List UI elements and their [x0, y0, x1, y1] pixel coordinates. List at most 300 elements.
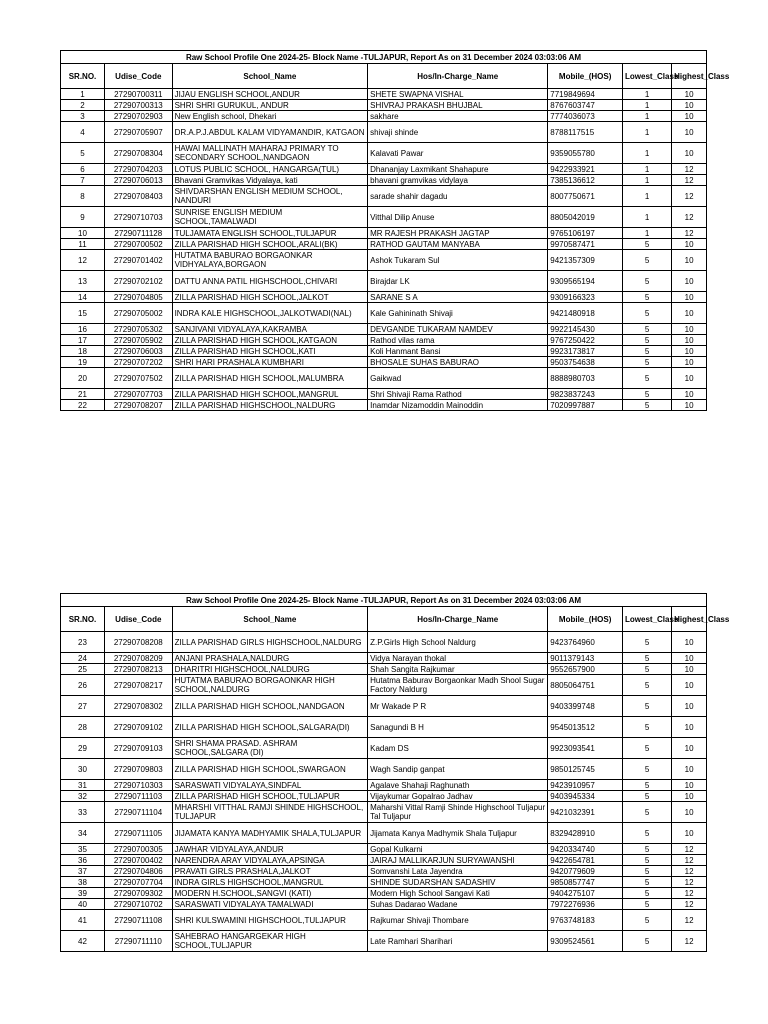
table-row	[61, 324, 707, 335]
table-row	[61, 791, 707, 802]
cell-school-name: ZILLA PARISHAD HIGH SCHOOL,NANDGAON	[172, 696, 368, 717]
cell-mobile: 9423910957	[548, 780, 623, 791]
cell-lowest-class: 5	[623, 368, 672, 389]
header-hos-name: Hos/In-Charge_Name	[368, 64, 548, 89]
cell-school-name: SHRI KULSWAMINI HIGHSCHOOL,TULJAPUR	[172, 910, 368, 931]
table-row	[61, 802, 707, 823]
cell-lowest-class: 1	[623, 186, 672, 207]
cell-mobile: 9422933921	[548, 164, 623, 175]
cell-hos-name: BHOSALE SUHAS BABURAO	[368, 357, 548, 368]
cell-highest-class: 10	[672, 89, 707, 100]
cell-udise-code: 27290704203	[105, 164, 173, 175]
table-row	[61, 899, 707, 910]
cell-lowest-class: 5	[623, 866, 672, 877]
cell-hos-name: MR RAJESH PRAKASH JAGTAP	[368, 228, 548, 239]
cell-highest-class: 12	[672, 186, 707, 207]
cell-mobile: 9765106197	[548, 228, 623, 239]
cell-school-name: SHIVDARSHAN ENGLISH MEDIUM SCHOOL, NANDURI	[172, 186, 368, 207]
cell-highest-class: 12	[672, 844, 707, 855]
cell-school-name: ZILLA PARISHAD HIGH SCHOOL,MALUMBRA	[172, 368, 368, 389]
cell-highest-class: 12	[672, 931, 707, 952]
cell-lowest-class: 5	[623, 877, 672, 888]
cell-lowest-class: 5	[623, 389, 672, 400]
cell-sr-no: 6	[61, 164, 105, 175]
cell-lowest-class: 5	[623, 791, 672, 802]
table-row	[61, 357, 707, 368]
cell-sr-no: 15	[61, 303, 105, 324]
cell-sr-no: 10	[61, 228, 105, 239]
table-row	[61, 823, 707, 844]
table-row	[61, 675, 707, 696]
cell-school-name: HUTATMA BABURAO BORGAONKAR HIGH SCHOOL,NALDURG	[172, 675, 368, 696]
cell-udise-code: 27290700313	[105, 100, 173, 111]
cell-hos-name: Gaikwad	[368, 368, 548, 389]
cell-hos-name: Inamdar Nizamoddin Mainoddin	[368, 400, 548, 411]
cell-hos-name: Modern High School Sangavi Kati	[368, 888, 548, 899]
cell-mobile: 8007750671	[548, 186, 623, 207]
cell-sr-no: 18	[61, 346, 105, 357]
report-title: Raw School Profile One 2024-25- Block Name -TULJAPUR, Report As on 31 December 2024 03:03:06 AM	[61, 594, 707, 607]
table-row	[61, 664, 707, 675]
cell-hos-name: Kalavati Pawar	[368, 143, 548, 164]
cell-sr-no: 16	[61, 324, 105, 335]
cell-sr-no: 22	[61, 400, 105, 411]
cell-hos-name: bhavani gramvikas vidylaya	[368, 175, 548, 186]
cell-lowest-class: 5	[623, 335, 672, 346]
cell-hos-name: Vijaykumar Gopalrao Jadhav	[368, 791, 548, 802]
cell-sr-no: 34	[61, 823, 105, 844]
cell-mobile: 9970587471	[548, 239, 623, 250]
cell-highest-class: 10	[672, 802, 707, 823]
cell-mobile: 9421480918	[548, 303, 623, 324]
cell-udise-code: 27290710303	[105, 780, 173, 791]
cell-highest-class: 10	[672, 292, 707, 303]
cell-school-name: JIJAMATA KANYA MADHYAMIK SHALA,TULJAPUR	[172, 823, 368, 844]
cell-sr-no: 8	[61, 186, 105, 207]
header-highest-class: Highest_Class	[672, 607, 707, 632]
cell-lowest-class: 5	[623, 239, 672, 250]
cell-udise-code: 27290706013	[105, 175, 173, 186]
cell-highest-class: 10	[672, 324, 707, 335]
cell-hos-name: Koli Hanmant Bansi	[368, 346, 548, 357]
cell-udise-code: 27290708209	[105, 653, 173, 664]
cell-hos-name: Agalave Shahaji Raghunath	[368, 780, 548, 791]
table-row	[61, 696, 707, 717]
header-mobile: Mobile_(HOS)	[548, 607, 623, 632]
cell-sr-no: 40	[61, 899, 105, 910]
table-row	[61, 844, 707, 855]
cell-mobile: 7774036073	[548, 111, 623, 122]
cell-mobile: 9423764960	[548, 632, 623, 653]
cell-lowest-class: 5	[623, 324, 672, 335]
cell-sr-no: 35	[61, 844, 105, 855]
cell-mobile: 9763748183	[548, 910, 623, 931]
table-row	[61, 292, 707, 303]
table-row	[61, 89, 707, 100]
cell-udise-code: 27290707202	[105, 357, 173, 368]
cell-udise-code: 27290711110	[105, 931, 173, 952]
cell-highest-class: 10	[672, 717, 707, 738]
cell-mobile: 8805064751	[548, 675, 623, 696]
cell-highest-class: 10	[672, 111, 707, 122]
cell-highest-class: 10	[672, 780, 707, 791]
cell-udise-code: 27290711105	[105, 823, 173, 844]
cell-sr-no: 3	[61, 111, 105, 122]
cell-lowest-class: 5	[623, 717, 672, 738]
cell-mobile: 7972276936	[548, 899, 623, 910]
cell-school-name: INDRA GIRLS HIGHSCHOOL,MANGRUL	[172, 877, 368, 888]
table-row	[61, 100, 707, 111]
table-row	[61, 239, 707, 250]
table-row	[61, 186, 707, 207]
table-row	[61, 400, 707, 411]
cell-hos-name: SHINDE SUDARSHAN SADASHIV	[368, 877, 548, 888]
cell-highest-class: 10	[672, 696, 707, 717]
cell-lowest-class: 1	[623, 207, 672, 228]
cell-mobile: 9545013512	[548, 717, 623, 738]
cell-sr-no: 29	[61, 738, 105, 759]
cell-udise-code: 27290702102	[105, 271, 173, 292]
cell-lowest-class: 5	[623, 855, 672, 866]
header-school-name: School_Name	[172, 607, 368, 632]
table-row	[61, 143, 707, 164]
table-row	[61, 780, 707, 791]
cell-mobile: 9403399748	[548, 696, 623, 717]
cell-mobile: 7020997887	[548, 400, 623, 411]
cell-udise-code: 27290705302	[105, 324, 173, 335]
table-row	[61, 368, 707, 389]
table-row	[61, 303, 707, 324]
cell-hos-name: SHIVRAJ PRAKASH BHUJBAL	[368, 100, 548, 111]
cell-mobile: 8329428910	[548, 823, 623, 844]
cell-hos-name: Vidya Narayan thokal	[368, 653, 548, 664]
cell-highest-class: 10	[672, 664, 707, 675]
cell-school-name: MODERN H.SCHOOL,SANGVI (KATI)	[172, 888, 368, 899]
cell-school-name: INDRA KALE HIGHSCHOOL,JALKOTWADI(NAL)	[172, 303, 368, 324]
cell-hos-name: Ashok Tukaram Sul	[368, 250, 548, 271]
cell-mobile: 9823837243	[548, 389, 623, 400]
cell-school-name: MHARSHI VITTHAL RAMJI SHINDE HIGHSCHOOL, TULJAPUR	[172, 802, 368, 823]
cell-highest-class: 10	[672, 823, 707, 844]
cell-lowest-class: 5	[623, 400, 672, 411]
cell-school-name: ZILLA PARISHAD HIGH SCHOOL,SWARGAON	[172, 759, 368, 780]
cell-udise-code: 27290710702	[105, 899, 173, 910]
cell-sr-no: 41	[61, 910, 105, 931]
cell-highest-class: 10	[672, 346, 707, 357]
cell-udise-code: 27290708403	[105, 186, 173, 207]
cell-lowest-class: 5	[623, 664, 672, 675]
cell-school-name: Bhavani Gramvikas Vidyalaya, kati	[172, 175, 368, 186]
cell-udise-code: 27290709102	[105, 717, 173, 738]
cell-hos-name: SHETE SWAPNA VISHAL	[368, 89, 548, 100]
cell-hos-name: JAIRAJ MALLIKARJUN SURYAWANSHI	[368, 855, 548, 866]
table-body	[61, 632, 707, 952]
cell-lowest-class: 1	[623, 143, 672, 164]
cell-udise-code: 27290706003	[105, 346, 173, 357]
cell-lowest-class: 5	[623, 780, 672, 791]
cell-school-name: JAWHAR VIDYALAYA,ANDUR	[172, 844, 368, 855]
school-table	[60, 593, 730, 952]
header-mobile: Mobile_(HOS)	[548, 64, 623, 89]
cell-udise-code: 27290700311	[105, 89, 173, 100]
cell-mobile: 9552657900	[548, 664, 623, 675]
cell-sr-no: 37	[61, 866, 105, 877]
cell-highest-class: 12	[672, 877, 707, 888]
cell-sr-no: 5	[61, 143, 105, 164]
cell-school-name: NARENDRA ARAY VIDYALAYA,APSINGA	[172, 855, 368, 866]
cell-udise-code: 27290705902	[105, 335, 173, 346]
table-row	[61, 759, 707, 780]
cell-sr-no: 42	[61, 931, 105, 952]
cell-lowest-class: 5	[623, 357, 672, 368]
cell-sr-no: 33	[61, 802, 105, 823]
cell-school-name: LOTUS PUBLIC SCHOOL, HANGARGA(TUL)	[172, 164, 368, 175]
cell-udise-code: 27290707703	[105, 389, 173, 400]
cell-highest-class: 12	[672, 888, 707, 899]
cell-hos-name: Mr Wakade P R	[368, 696, 548, 717]
cell-sr-no: 30	[61, 759, 105, 780]
cell-school-name: SHRI SHAMA PRASAD. ASHRAM SCHOOL,SALGARA (DI)	[172, 738, 368, 759]
cell-lowest-class: 5	[623, 738, 672, 759]
cell-sr-no: 26	[61, 675, 105, 696]
cell-udise-code: 27290705907	[105, 122, 173, 143]
report-table-page-1	[60, 50, 730, 411]
cell-hos-name: Late Ramhari Sharihari	[368, 931, 548, 952]
cell-lowest-class: 5	[623, 888, 672, 899]
cell-lowest-class: 1	[623, 89, 672, 100]
cell-sr-no: 27	[61, 696, 105, 717]
cell-udise-code: 27290710703	[105, 207, 173, 228]
cell-lowest-class: 5	[623, 844, 672, 855]
header-school-name: School_Name	[172, 64, 368, 89]
cell-hos-name: Kadam DS	[368, 738, 548, 759]
cell-highest-class: 10	[672, 357, 707, 368]
cell-school-name: SHRI SHRI GURUKUL, ANDUR	[172, 100, 368, 111]
header-hos-name: Hos/In-Charge_Name	[368, 607, 548, 632]
cell-hos-name: Shah Sangita Rajkumar	[368, 664, 548, 675]
cell-udise-code: 27290708213	[105, 664, 173, 675]
table-row	[61, 271, 707, 292]
cell-highest-class: 12	[672, 175, 707, 186]
cell-hos-name: Gopal Kulkarni	[368, 844, 548, 855]
cell-highest-class: 10	[672, 368, 707, 389]
cell-mobile: 9309565194	[548, 271, 623, 292]
cell-hos-name: Hutatma Baburav Borgaonkar Madh Shool Sugar Factory Naldurg	[368, 675, 548, 696]
cell-lowest-class: 1	[623, 175, 672, 186]
cell-sr-no: 17	[61, 335, 105, 346]
table-row	[61, 111, 707, 122]
cell-school-name: SAHEBRAO HANGARGEKAR HIGH SCHOOL,TULJAPUR	[172, 931, 368, 952]
school-table	[60, 50, 730, 411]
cell-hos-name: DEVGANDE TUKARAM NAMDEV	[368, 324, 548, 335]
cell-school-name: HAWAI MALLINATH MAHARAJ PRIMARY TO SECONDARY SCHOOL,NANDGAON	[172, 143, 368, 164]
cell-highest-class: 10	[672, 335, 707, 346]
cell-highest-class: 10	[672, 675, 707, 696]
cell-udise-code: 27290701402	[105, 250, 173, 271]
cell-mobile: 8888980703	[548, 368, 623, 389]
cell-sr-no: 7	[61, 175, 105, 186]
cell-sr-no: 19	[61, 357, 105, 368]
report-table-page-2	[60, 593, 730, 952]
cell-highest-class: 10	[672, 632, 707, 653]
cell-mobile: 9421357309	[548, 250, 623, 271]
cell-udise-code: 27290708208	[105, 632, 173, 653]
cell-hos-name: sakhare	[368, 111, 548, 122]
cell-udise-code: 27290708302	[105, 696, 173, 717]
cell-hos-name: Rajkumar Shivaji Thombare	[368, 910, 548, 931]
cell-udise-code: 27290711103	[105, 791, 173, 802]
cell-lowest-class: 5	[623, 823, 672, 844]
table-row	[61, 122, 707, 143]
cell-mobile: 9420779609	[548, 866, 623, 877]
table-row	[61, 175, 707, 186]
cell-highest-class: 12	[672, 855, 707, 866]
cell-mobile: 9422654781	[548, 855, 623, 866]
cell-udise-code: 27290700305	[105, 844, 173, 855]
cell-highest-class: 10	[672, 738, 707, 759]
cell-mobile: 8767603747	[548, 100, 623, 111]
cell-lowest-class: 5	[623, 250, 672, 271]
table-row	[61, 389, 707, 400]
cell-udise-code: 27290711128	[105, 228, 173, 239]
cell-lowest-class: 5	[623, 292, 672, 303]
cell-school-name: ZILLA PARISHAD HIGHSCHOOL,NALDURG	[172, 400, 368, 411]
cell-hos-name: Suhas Dadarao Wadane	[368, 899, 548, 910]
cell-mobile: 7385136612	[548, 175, 623, 186]
cell-school-name: SARASWATI VIDYALAYA TAMALWADI	[172, 899, 368, 910]
cell-mobile: 9421032391	[548, 802, 623, 823]
cell-school-name: ZILLA PARISHAD HIGH SCHOOL,KATGAON	[172, 335, 368, 346]
cell-lowest-class: 5	[623, 653, 672, 664]
cell-school-name: ANJANI PRASHALA,NALDURG	[172, 653, 368, 664]
table-row	[61, 931, 707, 952]
header-highest-class: Highest_Class	[672, 64, 707, 89]
header-lowest-class: Lowest_Class	[623, 607, 672, 632]
cell-highest-class: 12	[672, 228, 707, 239]
cell-hos-name: shivaji shinde	[368, 122, 548, 143]
cell-udise-code: 27290708217	[105, 675, 173, 696]
cell-hos-name: SARANE S A	[368, 292, 548, 303]
cell-school-name: DR.A.P.J.ABDUL KALAM VIDYAMANDIR, KATGAON	[172, 122, 368, 143]
cell-school-name: DHARITRI HIGHSCHOOL,NALDURG	[172, 664, 368, 675]
cell-mobile: 9850857747	[548, 877, 623, 888]
cell-highest-class: 10	[672, 143, 707, 164]
cell-school-name: DATTU ANNA PATIL HIGHSCHOOL,CHIVARI	[172, 271, 368, 292]
cell-mobile: 9309166323	[548, 292, 623, 303]
cell-mobile: 9404275107	[548, 888, 623, 899]
table-row	[61, 888, 707, 899]
table-row	[61, 738, 707, 759]
cell-mobile: 9850125745	[548, 759, 623, 780]
cell-lowest-class: 5	[623, 802, 672, 823]
table-row	[61, 855, 707, 866]
table-row	[61, 228, 707, 239]
cell-highest-class: 10	[672, 653, 707, 664]
cell-school-name: ZILLA PARISHAD HIGH SCHOOL,ARALI(BK)	[172, 239, 368, 250]
cell-school-name: New English school, Dhekari	[172, 111, 368, 122]
table-body	[61, 89, 707, 411]
cell-lowest-class: 1	[623, 100, 672, 111]
cell-sr-no: 4	[61, 122, 105, 143]
cell-hos-name: Shri Shivaji Rama Rathod	[368, 389, 548, 400]
report-title: Raw School Profile One 2024-25- Block Name -TULJAPUR, Report As on 31 December 2024 03:03:06 AM	[61, 51, 707, 64]
cell-udise-code: 27290709302	[105, 888, 173, 899]
cell-hos-name: RATHOD GAUTAM MANYABA	[368, 239, 548, 250]
cell-highest-class: 10	[672, 271, 707, 292]
cell-sr-no: 38	[61, 877, 105, 888]
cell-mobile: 8788117515	[548, 122, 623, 143]
cell-mobile: 9767250422	[548, 335, 623, 346]
cell-sr-no: 31	[61, 780, 105, 791]
cell-sr-no: 36	[61, 855, 105, 866]
cell-school-name: SHRI HARI PRASHALA KUMBHARI	[172, 357, 368, 368]
cell-lowest-class: 1	[623, 111, 672, 122]
cell-highest-class: 10	[672, 100, 707, 111]
cell-hos-name: Vitthal Dilip Anuse	[368, 207, 548, 228]
cell-lowest-class: 5	[623, 931, 672, 952]
cell-hos-name: Birajdar LK	[368, 271, 548, 292]
cell-highest-class: 10	[672, 389, 707, 400]
cell-mobile: 9923173817	[548, 346, 623, 357]
cell-lowest-class: 1	[623, 164, 672, 175]
cell-school-name: JIJAU ENGLISH SCHOOL,ANDUR	[172, 89, 368, 100]
cell-lowest-class: 5	[623, 759, 672, 780]
table-row	[61, 346, 707, 357]
table-row	[61, 250, 707, 271]
table-row	[61, 877, 707, 888]
cell-sr-no: 28	[61, 717, 105, 738]
cell-mobile: 9309524561	[548, 931, 623, 952]
cell-school-name: ZILLA PARISHAD HIGH SCHOOL,TULJAPUR	[172, 791, 368, 802]
cell-mobile: 9923093541	[548, 738, 623, 759]
cell-hos-name: Dhananjay Laxmikant Shahapure	[368, 164, 548, 175]
table-row	[61, 632, 707, 653]
cell-lowest-class: 5	[623, 303, 672, 324]
cell-mobile: 9922145430	[548, 324, 623, 335]
cell-lowest-class: 5	[623, 696, 672, 717]
cell-hos-name: Sanagundi B H	[368, 717, 548, 738]
cell-hos-name: Z.P.Girls High School Naldurg	[368, 632, 548, 653]
cell-school-name: SUNRISE ENGLISH MEDIUM SCHOOL,TAMALWADI	[172, 207, 368, 228]
cell-sr-no: 32	[61, 791, 105, 802]
cell-lowest-class: 5	[623, 675, 672, 696]
table-row	[61, 910, 707, 931]
cell-school-name: ZILLA PARISHAD HIGH SCHOOL,JALKOT	[172, 292, 368, 303]
cell-udise-code: 27290707502	[105, 368, 173, 389]
cell-lowest-class: 5	[623, 910, 672, 931]
cell-hos-name: sarade shahir dagadu	[368, 186, 548, 207]
cell-udise-code: 27290711108	[105, 910, 173, 931]
cell-sr-no: 21	[61, 389, 105, 400]
cell-lowest-class: 5	[623, 346, 672, 357]
cell-school-name: TULJAMATA ENGLISH SCHOOL,TULJAPUR	[172, 228, 368, 239]
header-udise-code: Udise_Code	[105, 64, 173, 89]
cell-hos-name: Wagh Sandip ganpat	[368, 759, 548, 780]
cell-hos-name: Maharshi Vittal Ramji Shinde Highschool Tuljapur Tal Tuljapur	[368, 802, 548, 823]
cell-udise-code: 27290700502	[105, 239, 173, 250]
cell-highest-class: 12	[672, 207, 707, 228]
cell-hos-name: Rathod vilas rama	[368, 335, 548, 346]
cell-school-name: SANJIVANI VIDYALAYA,KAKRAMBA	[172, 324, 368, 335]
cell-sr-no: 1	[61, 89, 105, 100]
cell-lowest-class: 1	[623, 122, 672, 143]
cell-lowest-class: 5	[623, 271, 672, 292]
cell-udise-code: 27290700402	[105, 855, 173, 866]
cell-hos-name: Jijamata Kanya Madhymik Shala Tuljapur	[368, 823, 548, 844]
cell-lowest-class: 5	[623, 632, 672, 653]
cell-highest-class: 12	[672, 899, 707, 910]
cell-school-name: ZILLA PARISHAD HIGH SCHOOL,MANGRUL	[172, 389, 368, 400]
